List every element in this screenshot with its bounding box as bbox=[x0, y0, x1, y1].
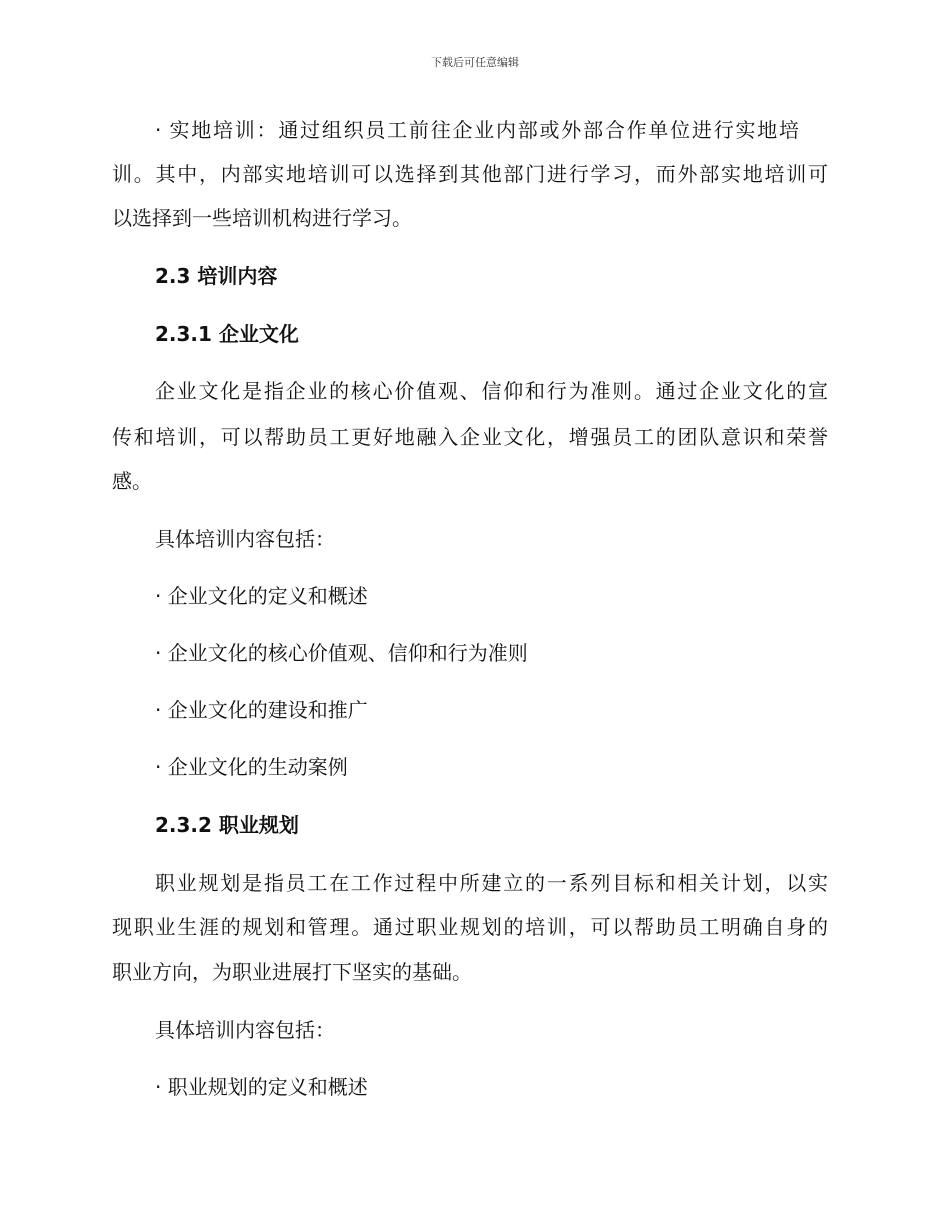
paragraph-line: 企业文化是指企业的核心价值观、信仰和行为准则。通过企业文化的宣 bbox=[155, 379, 828, 403]
paragraph-line: 现职业生涯的规划和管理。通过职业规划的培训，可以帮助员工明确自身的 bbox=[112, 915, 828, 939]
list-intro: 具体培训内容包括： bbox=[155, 527, 335, 551]
list-item: · 职业规划的定义和概述 bbox=[155, 1075, 368, 1099]
list-intro: 具体培训内容包括： bbox=[155, 1018, 335, 1042]
paragraph-line: 感。 bbox=[112, 469, 152, 493]
list-item: · 企业文化的建设和推广 bbox=[155, 698, 368, 722]
paragraph-line: 职业规划是指员工在工作过程中所建立的一系列目标和相关计划，以实 bbox=[155, 871, 828, 895]
list-item: · 企业文化的定义和概述 bbox=[155, 584, 368, 608]
list-item: · 企业文化的核心价值观、信仰和行为准则 bbox=[155, 641, 528, 665]
paragraph-line: 以选择到一些培训机构进行学习。 bbox=[112, 206, 412, 230]
section-heading: 2.3 培训内容 bbox=[155, 264, 278, 288]
subsection-heading: 2.3.1 企业文化 bbox=[155, 322, 299, 346]
paragraph-line: 传和培训，可以帮助员工更好地融入企业文化，增强员工的团队意识和荣誉 bbox=[112, 425, 828, 449]
paragraph-line: 职业方向，为职业进展打下坚实的基础。 bbox=[112, 960, 472, 984]
page-header: 下载后可任意编辑 bbox=[431, 56, 519, 69]
paragraph-line: · 实地培训：通过组织员工前往企业内部或外部合作单位进行实地培 bbox=[155, 118, 799, 142]
subsection-heading: 2.3.2 职业规划 bbox=[155, 813, 299, 837]
list-item: · 企业文化的生动案例 bbox=[155, 755, 348, 779]
paragraph-line: 训。其中，内部实地培训可以选择到其他部门进行学习，而外部实地培训可 bbox=[112, 162, 828, 186]
